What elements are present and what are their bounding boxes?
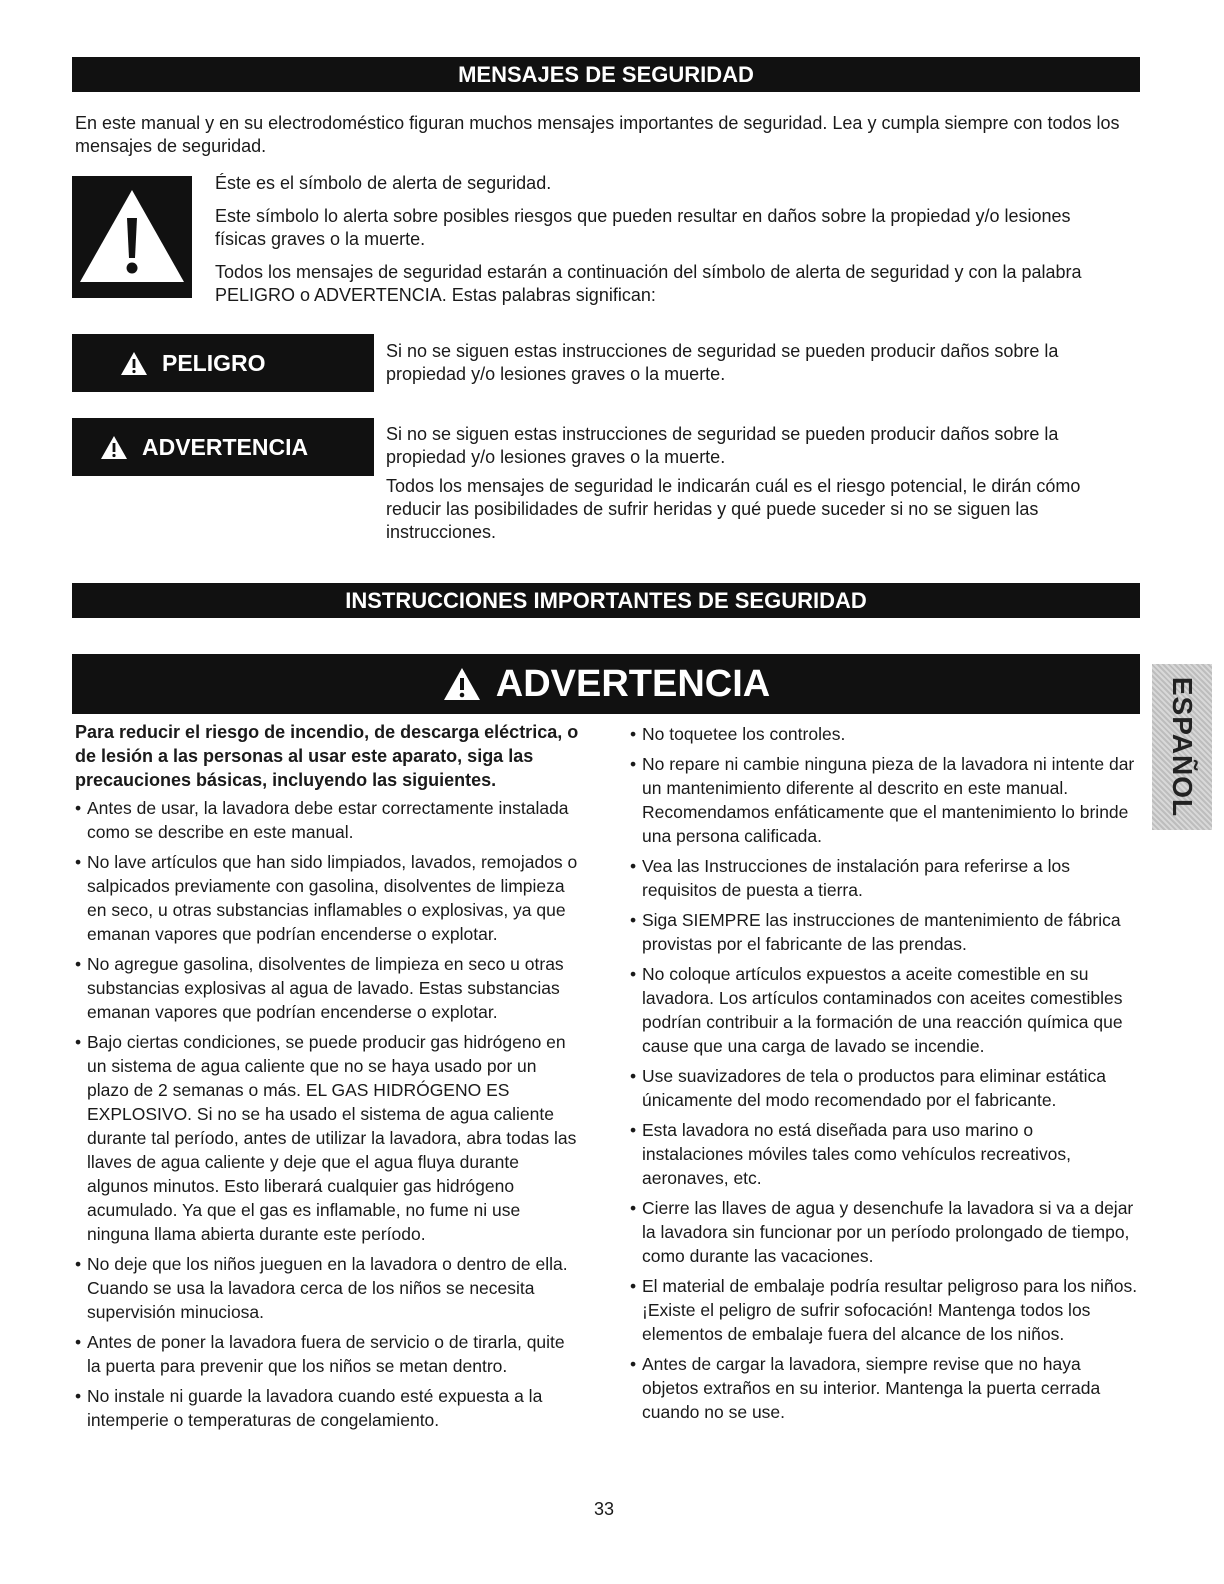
advertencia-banner-text: ADVERTENCIA bbox=[495, 662, 771, 705]
page-number: 33 bbox=[594, 1499, 615, 1519]
left-column bbox=[75, 720, 580, 1438]
left-precautions-list bbox=[75, 796, 580, 1432]
list-item: • Antes de cargar la lavadora, siempre revise que no haya objetos extraños en su interior. Mantenga la puerta cerrada cuando no se use. bbox=[630, 1352, 1138, 1424]
safety-alert-symbol bbox=[72, 176, 192, 298]
warning-triangle-icon bbox=[120, 351, 148, 376]
warning-triangle-icon bbox=[442, 666, 482, 702]
list-item: • Use suavizadores de tela o productos para eliminar estática únicamente del modo recomendado por el fabricante. bbox=[630, 1064, 1138, 1112]
list-item: • Siga SIEMPRE las instrucciones de mantenimiento de fábrica provistas por el fabricante de las prendas. bbox=[630, 908, 1138, 956]
peligro-text: Si no se siguen estas instrucciones de seguridad se pueden producir daños sobre la propiedad y/o lesiones graves o la muerte. bbox=[386, 341, 1059, 384]
list-item: • Antes de usar, la lavadora debe estar correctamente instalada como se describe en este manual. bbox=[75, 796, 580, 844]
language-tab-label: ESPAÑOL bbox=[1167, 676, 1198, 818]
list-item: • Esta lavadora no está diseñada para uso marino o instalaciones móviles tales como vehículos recreativos, aeronaves, etc. bbox=[630, 1118, 1138, 1190]
peligro-label bbox=[72, 334, 374, 392]
list-item: • Vea las Instrucciones de instalación para referirse a los requisitos de puesta a tierra. bbox=[630, 854, 1138, 902]
list-item: • No repare ni cambie ninguna pieza de la lavadora ni intente dar un mantenimiento diferente al descrito en este manual. Recomendamos enfáticamente que el mantenimiento lo brinde una persona calificada. bbox=[630, 752, 1138, 848]
peligro-label-text: PELIGRO bbox=[162, 349, 266, 376]
section-header-mensajes: MENSAJES DE SEGURIDAD bbox=[72, 57, 1140, 92]
list-item: • No instale ni guarde la lavadora cuando esté expuesta a la intemperie o temperaturas de congelamiento. bbox=[75, 1384, 580, 1432]
right-column bbox=[630, 722, 1138, 1430]
list-item: • No coloque artículos expuestos a aceite comestible en su lavadora. Los artículos contaminados con aceites comestibles podrían contribuir a la formación de una reacción química que cause que una carga de lavado se incendie. bbox=[630, 962, 1138, 1058]
warning-triangle-icon bbox=[100, 435, 128, 460]
section1-intro: En este manual y en su electrodoméstico figuran muchos mensajes importantes de seguridad. Lea y cumpla siempre con todos los mensajes de seguridad. bbox=[75, 113, 1120, 156]
warning-intro: Para reducir el riesgo de incendio, de descarga eléctrica, o de lesión a las personas al usar este aparato, siga las precauciones básicas, incluyendo las siguientes. bbox=[75, 722, 579, 790]
list-item: • Bajo ciertas condiciones, se puede producir gas hidrógeno en un sistema de agua caliente que no se haya usado por un plazo de 2 semanas o más. EL GAS HIDRÓGENO ES EXPLOSIVO. Si no se ha usado el sistema de agua caliente durante tal período, antes de utilizar la lavadora, abra todas las llaves de agua caliente y deje que el agua fluya durante algunos minutos. Esto liberará cualquier gas hidrógeno acumulado. Ya que el gas es inflamable, no fume ni use ninguna llama abierta durante este período. bbox=[75, 1030, 580, 1246]
list-item: • No deje que los niños jueguen en la lavadora o dentro de ella. Cuando se usa la lavadora cerca de los niños se necesita supervisión minuciosa. bbox=[75, 1252, 580, 1324]
list-item: • No lave artículos que han sido limpiados, lavados, remojados o salpicados previamente con gasolina, disolventes de limpieza en seco, u otras substancias inflamables o explosivas, ya que emanan vapores que podrían encenderse o explotar. bbox=[75, 850, 580, 946]
advertencia-text-2: Todos los mensajes de seguridad le indicarán cuál es el riesgo potencial, le dirán cómo reducir las posibilidades de sufrir heridas y qué puede suceder si no se siguen las instrucciones. bbox=[386, 476, 1081, 542]
advertencia-label bbox=[72, 418, 374, 476]
list-item: • No agregue gasolina, disolventes de limpieza en seco u otras substancias explosivas al agua de lavado. Estas substancias emanan vapores que podrían encenderse o explotar. bbox=[75, 952, 580, 1024]
advertencia-text: Si no se siguen estas instrucciones de seguridad se pueden producir daños sobre la propiedad y/o lesiones graves o la muerte. bbox=[386, 424, 1059, 467]
list-item: • El material de embalaje podría resultar peligroso para los niños. ¡Existe el peligro de sufrir sofocación! Mantenga todos los elementos de embalaje fuera del alcance de los niños. bbox=[630, 1274, 1138, 1346]
language-tab bbox=[1152, 664, 1212, 830]
symbol-line-3: Todos los mensajes de seguridad estarán a continuación del símbolo de alerta de seguridad y con la palabra PELIGRO o ADVERTENCIA. Estas palabras significan: bbox=[215, 262, 1082, 305]
section-header-instrucciones: INSTRUCCIONES IMPORTANTES DE SEGURIDAD bbox=[72, 583, 1140, 618]
advertencia-banner bbox=[72, 654, 1140, 714]
right-precautions-list bbox=[630, 722, 1138, 1424]
warning-triangle-icon bbox=[72, 176, 192, 298]
list-item: • No toquetee los controles. bbox=[630, 722, 1138, 746]
list-item: • Antes de poner la lavadora fuera de servicio o de tirarla, quite la puerta para prevenir que los niños se metan dentro. bbox=[75, 1330, 580, 1378]
advertencia-label-text: ADVERTENCIA bbox=[142, 433, 309, 460]
symbol-line-1: Éste es el símbolo de alerta de seguridad. bbox=[215, 173, 552, 193]
list-item: • Cierre las llaves de agua y desenchufe la lavadora si va a dejar la lavadora sin funcionar por un período prolongado de tiempo, como durante las vacaciones. bbox=[630, 1196, 1138, 1268]
symbol-line-2: Este símbolo lo alerta sobre posibles riesgos que pueden resultar en daños sobre la propiedad y/o lesiones físicas graves o la muerte. bbox=[215, 206, 1071, 249]
